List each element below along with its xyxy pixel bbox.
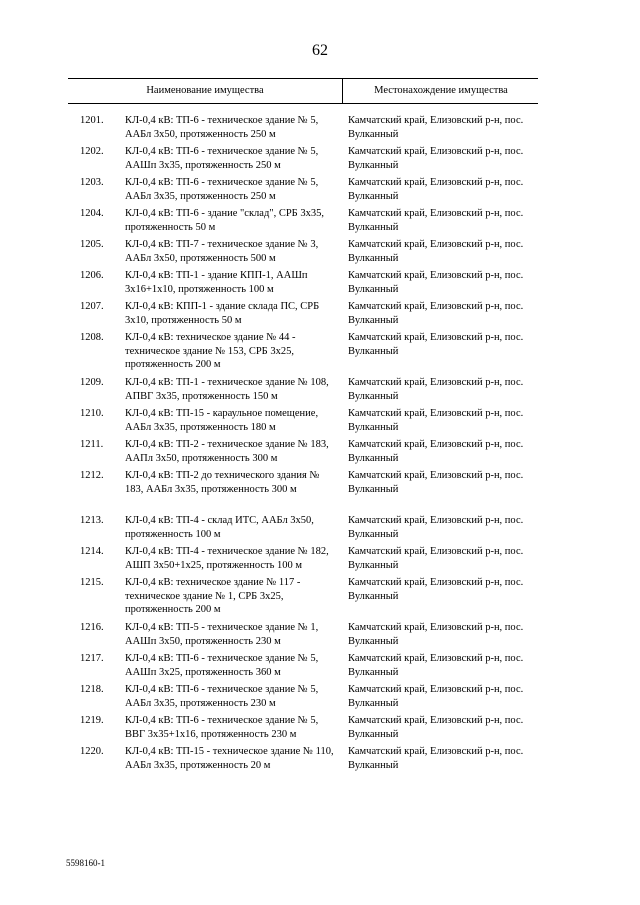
property-location: Камчатский край, Елизовский р-н, пос. Вулканный xyxy=(348,115,524,140)
property-name: КЛ-0,4 кВ: ТП-7 - техническое здание № 3, ААБл 3х50, протяженность 500 м xyxy=(125,239,319,264)
row-number: 1216. xyxy=(80,622,104,633)
table-row xyxy=(0,714,640,745)
property-location: Камчатский край, Елизовский р-н, пос. Вулканный xyxy=(348,439,524,464)
property-name: КЛ-0,4 кВ: ТП-2 - техническое здание № 183, ААПл 3х50, протяженность 300 м xyxy=(125,439,329,464)
column-header-name: Наименование имущества xyxy=(146,85,264,96)
row-number: 1205. xyxy=(80,239,104,250)
property-name: КЛ-0,4 кВ: ТП-1 - техническое здание № 108, АПВГ 3х35, протяженность 150 м xyxy=(125,377,329,402)
table-row xyxy=(0,269,640,300)
property-location: Камчатский край, Елизовский р-н, пос. Вулканный xyxy=(348,515,524,540)
property-location: Камчатский край, Елизовский р-н, пос. Вулканный xyxy=(348,746,524,771)
table-row xyxy=(0,745,640,790)
row-number: 1213. xyxy=(80,515,104,526)
table-row xyxy=(0,469,640,514)
table-row xyxy=(0,207,640,238)
row-number: 1214. xyxy=(80,546,104,557)
row-number: 1202. xyxy=(80,146,104,157)
row-number: 1220. xyxy=(80,746,104,757)
property-name: КЛ-0,4 кВ: ТП-6 - техническое здание № 5, ААБл 3х35, протяженность 230 м xyxy=(125,684,319,709)
property-name: КЛ-0,4 кВ: ТП-15 - караульное помещение, ААБл 3х35, протяженность 180 м xyxy=(125,408,319,433)
table-row xyxy=(0,145,640,176)
property-name: КЛ-0,4 кВ: ТП-1 - здание КПП-1, ААШп 3х16+1х10, протяженность 100 м xyxy=(125,270,308,295)
property-name: КЛ-0,4 кВ: техническое здание № 44 - техническое здание № 153, СРБ 3х25, протяженность 200 м xyxy=(125,332,296,370)
row-number: 1215. xyxy=(80,577,104,588)
property-name: КЛ-0,4 кВ: ТП-6 - здание "склад", СРБ 3х35, протяженность 50 м xyxy=(125,208,324,233)
row-number: 1206. xyxy=(80,270,104,281)
property-location: Камчатский край, Елизовский р-н, пос. Вулканный xyxy=(348,408,524,433)
property-name: КЛ-0,4 кВ: ТП-5 - техническое здание № 1, ААШп 3х50, протяженность 230 м xyxy=(125,622,319,647)
property-name: КЛ-0,4 кВ: ТП-15 - техническое здание № 110, ААБл 3х35, протяженность 20 м xyxy=(125,746,334,771)
table-row xyxy=(0,514,640,545)
property-name: КЛ-0,4 кВ: ТП-4 - техническое здание № 182, АШП 3х50+1х25, протяженность 100 м xyxy=(125,546,329,571)
property-location: Камчатский край, Елизовский р-н, пос. Вулканный xyxy=(348,301,524,326)
property-location: Камчатский край, Елизовский р-н, пос. Вулканный xyxy=(348,270,524,295)
row-number: 1204. xyxy=(80,208,104,219)
property-location: Камчатский край, Елизовский р-н, пос. Вулканный xyxy=(348,653,524,678)
property-location: Камчатский край, Елизовский р-н, пос. Вулканный xyxy=(348,684,524,709)
row-number: 1208. xyxy=(80,332,104,343)
table-row xyxy=(0,576,640,621)
property-name: КЛ-0,4 кВ: КПП-1 - здание склада ПС, СРБ 3х10, протяженность 50 м xyxy=(125,301,320,326)
property-name: КЛ-0,4 кВ: ТП-6 - техническое здание № 5, ААШп 3х25, протяженность 360 м xyxy=(125,653,319,678)
table-row xyxy=(0,621,640,652)
property-name: КЛ-0,4 кВ: ТП-2 до технического здания № 183, ААБл 3х35, протяженность 300 м xyxy=(125,470,320,495)
property-name: КЛ-0,4 кВ: ТП-6 - техническое здание № 5, ВВГ 3х35+1х16, протяженность 230 м xyxy=(125,715,319,740)
table-row xyxy=(0,331,640,376)
column-divider xyxy=(342,79,343,103)
property-location: Камчатский край, Елизовский р-н, пос. Вулканный xyxy=(348,622,524,647)
table-row xyxy=(0,114,640,145)
row-number: 1212. xyxy=(80,470,104,481)
document-code: 5598160-1 xyxy=(66,858,105,868)
property-location: Камчатский край, Елизовский р-н, пос. Вулканный xyxy=(348,377,524,402)
property-table-body xyxy=(0,114,640,790)
property-location: Камчатский край, Елизовский р-н, пос. Вулканный xyxy=(348,546,524,571)
property-location: Камчатский край, Елизовский р-н, пос. Вулканный xyxy=(348,146,524,171)
table-row xyxy=(0,545,640,576)
table-row xyxy=(0,438,640,469)
table-row xyxy=(0,238,640,269)
property-name: КЛ-0,4 кВ: ТП-6 - техническое здание № 5, ААБл 3х35, протяженность 250 м xyxy=(125,177,319,202)
property-location: Камчатский край, Елизовский р-н, пос. Вулканный xyxy=(348,577,524,602)
table-row xyxy=(0,300,640,331)
row-number: 1210. xyxy=(80,408,104,419)
row-number: 1207. xyxy=(80,301,104,312)
table-row xyxy=(0,376,640,407)
property-name: КЛ-0,4 кВ: ТП-4 - склад ИТС, ААБл 3х50, протяженность 100 м xyxy=(125,515,314,540)
property-name: КЛ-0,4 кВ: техническое здание № 117 - техническое здание № 1, СРБ 3х25, протяженность 200 м xyxy=(125,577,301,615)
row-number: 1217. xyxy=(80,653,104,664)
property-location: Камчатский край, Елизовский р-н, пос. Вулканный xyxy=(348,239,524,264)
property-location: Камчатский край, Елизовский р-н, пос. Вулканный xyxy=(348,332,524,357)
property-location: Камчатский край, Елизовский р-н, пос. Вулканный xyxy=(348,470,524,495)
table-row xyxy=(0,176,640,207)
row-number: 1219. xyxy=(80,715,104,726)
property-name: КЛ-0,4 кВ: ТП-6 - техническое здание № 5, ААШп 3х35, протяженность 250 м xyxy=(125,146,319,171)
row-number: 1218. xyxy=(80,684,104,695)
table-row xyxy=(0,683,640,714)
property-name: КЛ-0,4 кВ: ТП-6 - техническое здание № 5, ААБл 3х50, протяженность 250 м xyxy=(125,115,319,140)
page-number: 62 xyxy=(312,42,328,59)
column-header-location: Местонахождение имущества xyxy=(374,85,508,96)
row-number: 1211. xyxy=(80,439,104,450)
row-number: 1201. xyxy=(80,115,104,126)
property-location: Камчатский край, Елизовский р-н, пос. Вулканный xyxy=(348,177,524,202)
table-row xyxy=(0,652,640,683)
table-row xyxy=(0,407,640,438)
row-number: 1203. xyxy=(80,177,104,188)
table-header xyxy=(68,78,538,104)
row-number: 1209. xyxy=(80,377,104,388)
property-location: Камчатский край, Елизовский р-н, пос. Вулканный xyxy=(348,715,524,740)
property-location: Камчатский край, Елизовский р-н, пос. Вулканный xyxy=(348,208,524,233)
